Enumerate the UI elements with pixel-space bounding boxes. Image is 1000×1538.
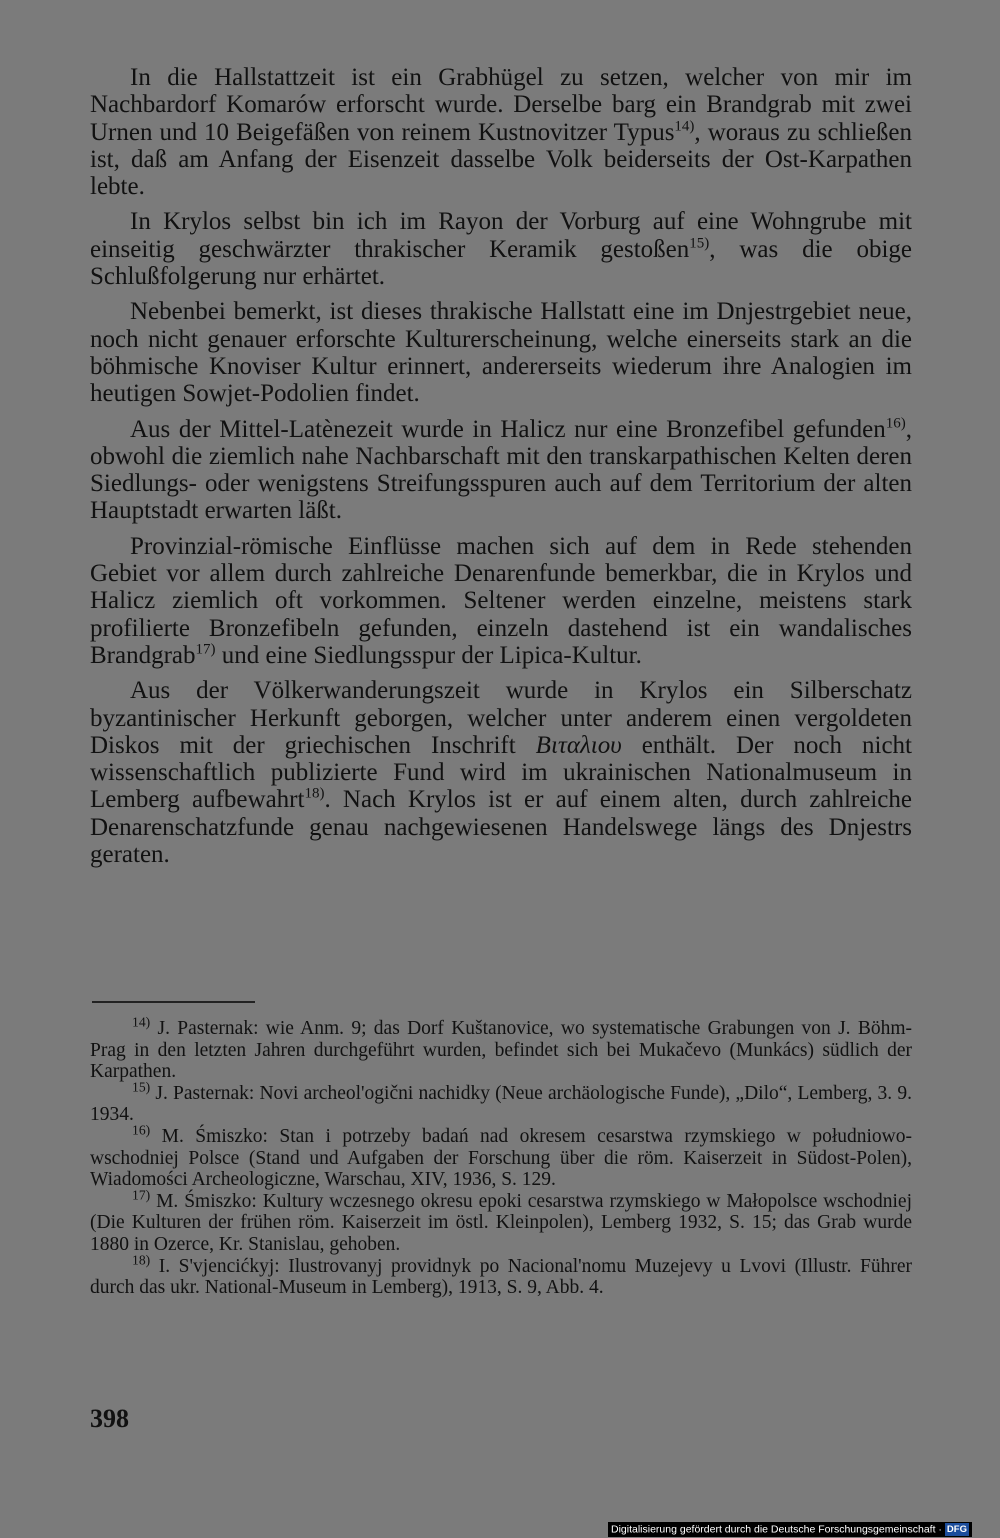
footnote-16 xyxy=(90,1122,912,1191)
paragraph-5 xyxy=(90,533,912,669)
footnote-text: M. Śmiszko: Stan i potrzeby badań nad okresem cesarstwa rzymskiego w południowo-wschodniej Polsce (Stand und Aufgaben der Forschung über die röm. Kaiserzeit in Südost-Polen), Wiadomości Archeologiczne, Warschau, XIV, 1936, S. 129. xyxy=(90,1125,912,1191)
paragraph-6 xyxy=(90,677,912,868)
footnote-text: J. Pasternak: wie Anm. 9; das Dorf Kuštanovice, wo systematische Grabungen von J. Böhm-Prag in den letzten Jahren durchgeführt wurden, befindet sich bei Mukačevo (Munkács) südlich der Karpathen. xyxy=(90,1018,913,1083)
paragraph-4-text-2: , obwohl die ziemlich nahe Nachbarschaft mit den transkarpathischen Kelten deren Siedlungs- oder wenigstens Streifungsspuren auch auf dem Territorium der alten Hauptstadt erwarten läßt. xyxy=(90,415,912,525)
paragraph-3-text: Nebenbei bemerkt, ist dieses thrakische Hallstatt eine im Dnjestrgebiet neue, noch nicht genauer erforschte Kulturerscheinung, welche einerseits stark an die böhmische Knoviser Kultur erinnert, andererseits wiederum ihre Analogien im heutigen Sowjet-Podolien findet. xyxy=(90,298,912,408)
paragraph-2-text-2: , was die obige Schlußfolgerung nur erhärtet. xyxy=(90,235,912,291)
footnote-number: 16) xyxy=(132,1122,151,1138)
footnote-18 xyxy=(90,1252,913,1299)
footnote-ref-14: 14) xyxy=(674,118,695,135)
paragraph-6-text-2: enthält. Der noch nicht wissenschaftlich publizierte Fund wird im ukrainischen Nationalmuseum in Lemberg aufbewahrt xyxy=(90,731,912,814)
footnote-number: 14) xyxy=(132,1014,151,1030)
footnote-number: 18) xyxy=(132,1252,151,1268)
paragraph-2-text: In Krylos selbst bin ich im Rayon der Vorburg auf eine Wohngrube mit einseitig geschwärzter thrakischer Keramik gestoßen xyxy=(90,208,912,263)
paragraph-4 xyxy=(90,416,912,525)
footnote-17 xyxy=(90,1187,913,1256)
main-text xyxy=(90,64,912,876)
footnote-14 xyxy=(90,1014,913,1083)
paragraph-4-text: Aus der Mittel-Latènezeit wurde in Halicz nur eine Bronzefibel gefunden xyxy=(130,415,886,443)
dfg-logo: DFG xyxy=(946,1524,967,1535)
paragraph-1-text-2: , woraus zu schließen ist, daß am Anfang der Eisenzeit dasselbe Volk beiderseits der Ost-Karpathen lebte. xyxy=(90,118,912,201)
paragraph-6-text-3: . Nach Krylos ist er auf einem alten, durch zahlreiche Denarenschatzfunde genau nachgewiesenen Handelswege längs des Dnjestrs geraten. xyxy=(90,786,912,869)
footnote-text: J. Pasternak: Novi archeol'ogični nachidky (Neue archäologische Funde), „Dilo“, Lemberg, 3. 9. 1934. xyxy=(90,1082,913,1126)
digitization-credit xyxy=(608,1522,972,1537)
footnote-ref-16: 16) xyxy=(885,415,906,432)
paragraph-6-text: Aus der Völkerwanderungszeit wurde in Krylos ein Silberschatz byzantinischer Herkunft geborgen, welcher unter anderem einen vergoldeten Diskos mit der griechischen Inschrift xyxy=(90,677,912,759)
paragraph-3 xyxy=(90,298,912,407)
paragraph-1-text: In die Hallstattzeit ist ein Grabhügel zu setzen, welcher von mir im Nachbardorf Komarów erforscht wurde. Derselbe barg ein Brandgrab mit zwei Urnen und 10 Beigefäßen von reinem Kustnovitzer Typus xyxy=(90,64,912,146)
paragraph-2 xyxy=(90,208,912,290)
page-number: 398 xyxy=(90,1404,129,1433)
footnote-15 xyxy=(90,1079,913,1126)
greek-inscription: Βιταλιου xyxy=(535,731,622,759)
credit-text: Digitalisierung gefördert durch die Deutsche Forschungsgemeinschaft · xyxy=(611,1523,942,1536)
footnote-divider xyxy=(92,1001,255,1003)
footnote-text: M. Śmiszko: Kultury wczesnego okresu epoki cesarstwa rzymskiego w Małopolsce wschodniej (Die Kulturen der frühen röm. Kaiserzeit im östl. Kleinpolen), Lemberg 1932, S. 15; das Grab wurde 1880 in Ozerce, Kr. Stanislau, gehoben. xyxy=(90,1190,913,1255)
paragraph-5-text: Provinzial-römische Einflüsse machen sich auf dem in Rede stehenden Gebiet vor allem durch zahlreiche Denarenfunde bemerkbar, die in Krylos und Halicz ziemlich oft vorkommen. Seltener werden einzelne, meistens stark profilierte Bronzefibeln gefunden, einzeln dastehend ist ein wandalisches Brandgrab xyxy=(90,532,912,669)
paragraph-5-text-2: und eine Siedlungsspur der Lipica-Kultur. xyxy=(215,641,642,669)
footnote-ref-18: 18) xyxy=(304,786,325,803)
paragraph-1 xyxy=(90,64,912,200)
footnote-number: 15) xyxy=(132,1079,151,1095)
footnote-ref-15: 15) xyxy=(689,235,710,252)
footnote-text: I. S'vjencićkyj: Ilustrovanyj providnyk po Nacional'nomu Muzejevy u Lvovi (Illustr. Führer durch das ukr. National-Museum in Lemberg), 1913, S. 9, Abb. 4. xyxy=(90,1255,913,1299)
footnote-ref-17: 17) xyxy=(195,641,216,658)
footnotes xyxy=(90,1014,913,1299)
footnote-number: 17) xyxy=(132,1187,151,1203)
